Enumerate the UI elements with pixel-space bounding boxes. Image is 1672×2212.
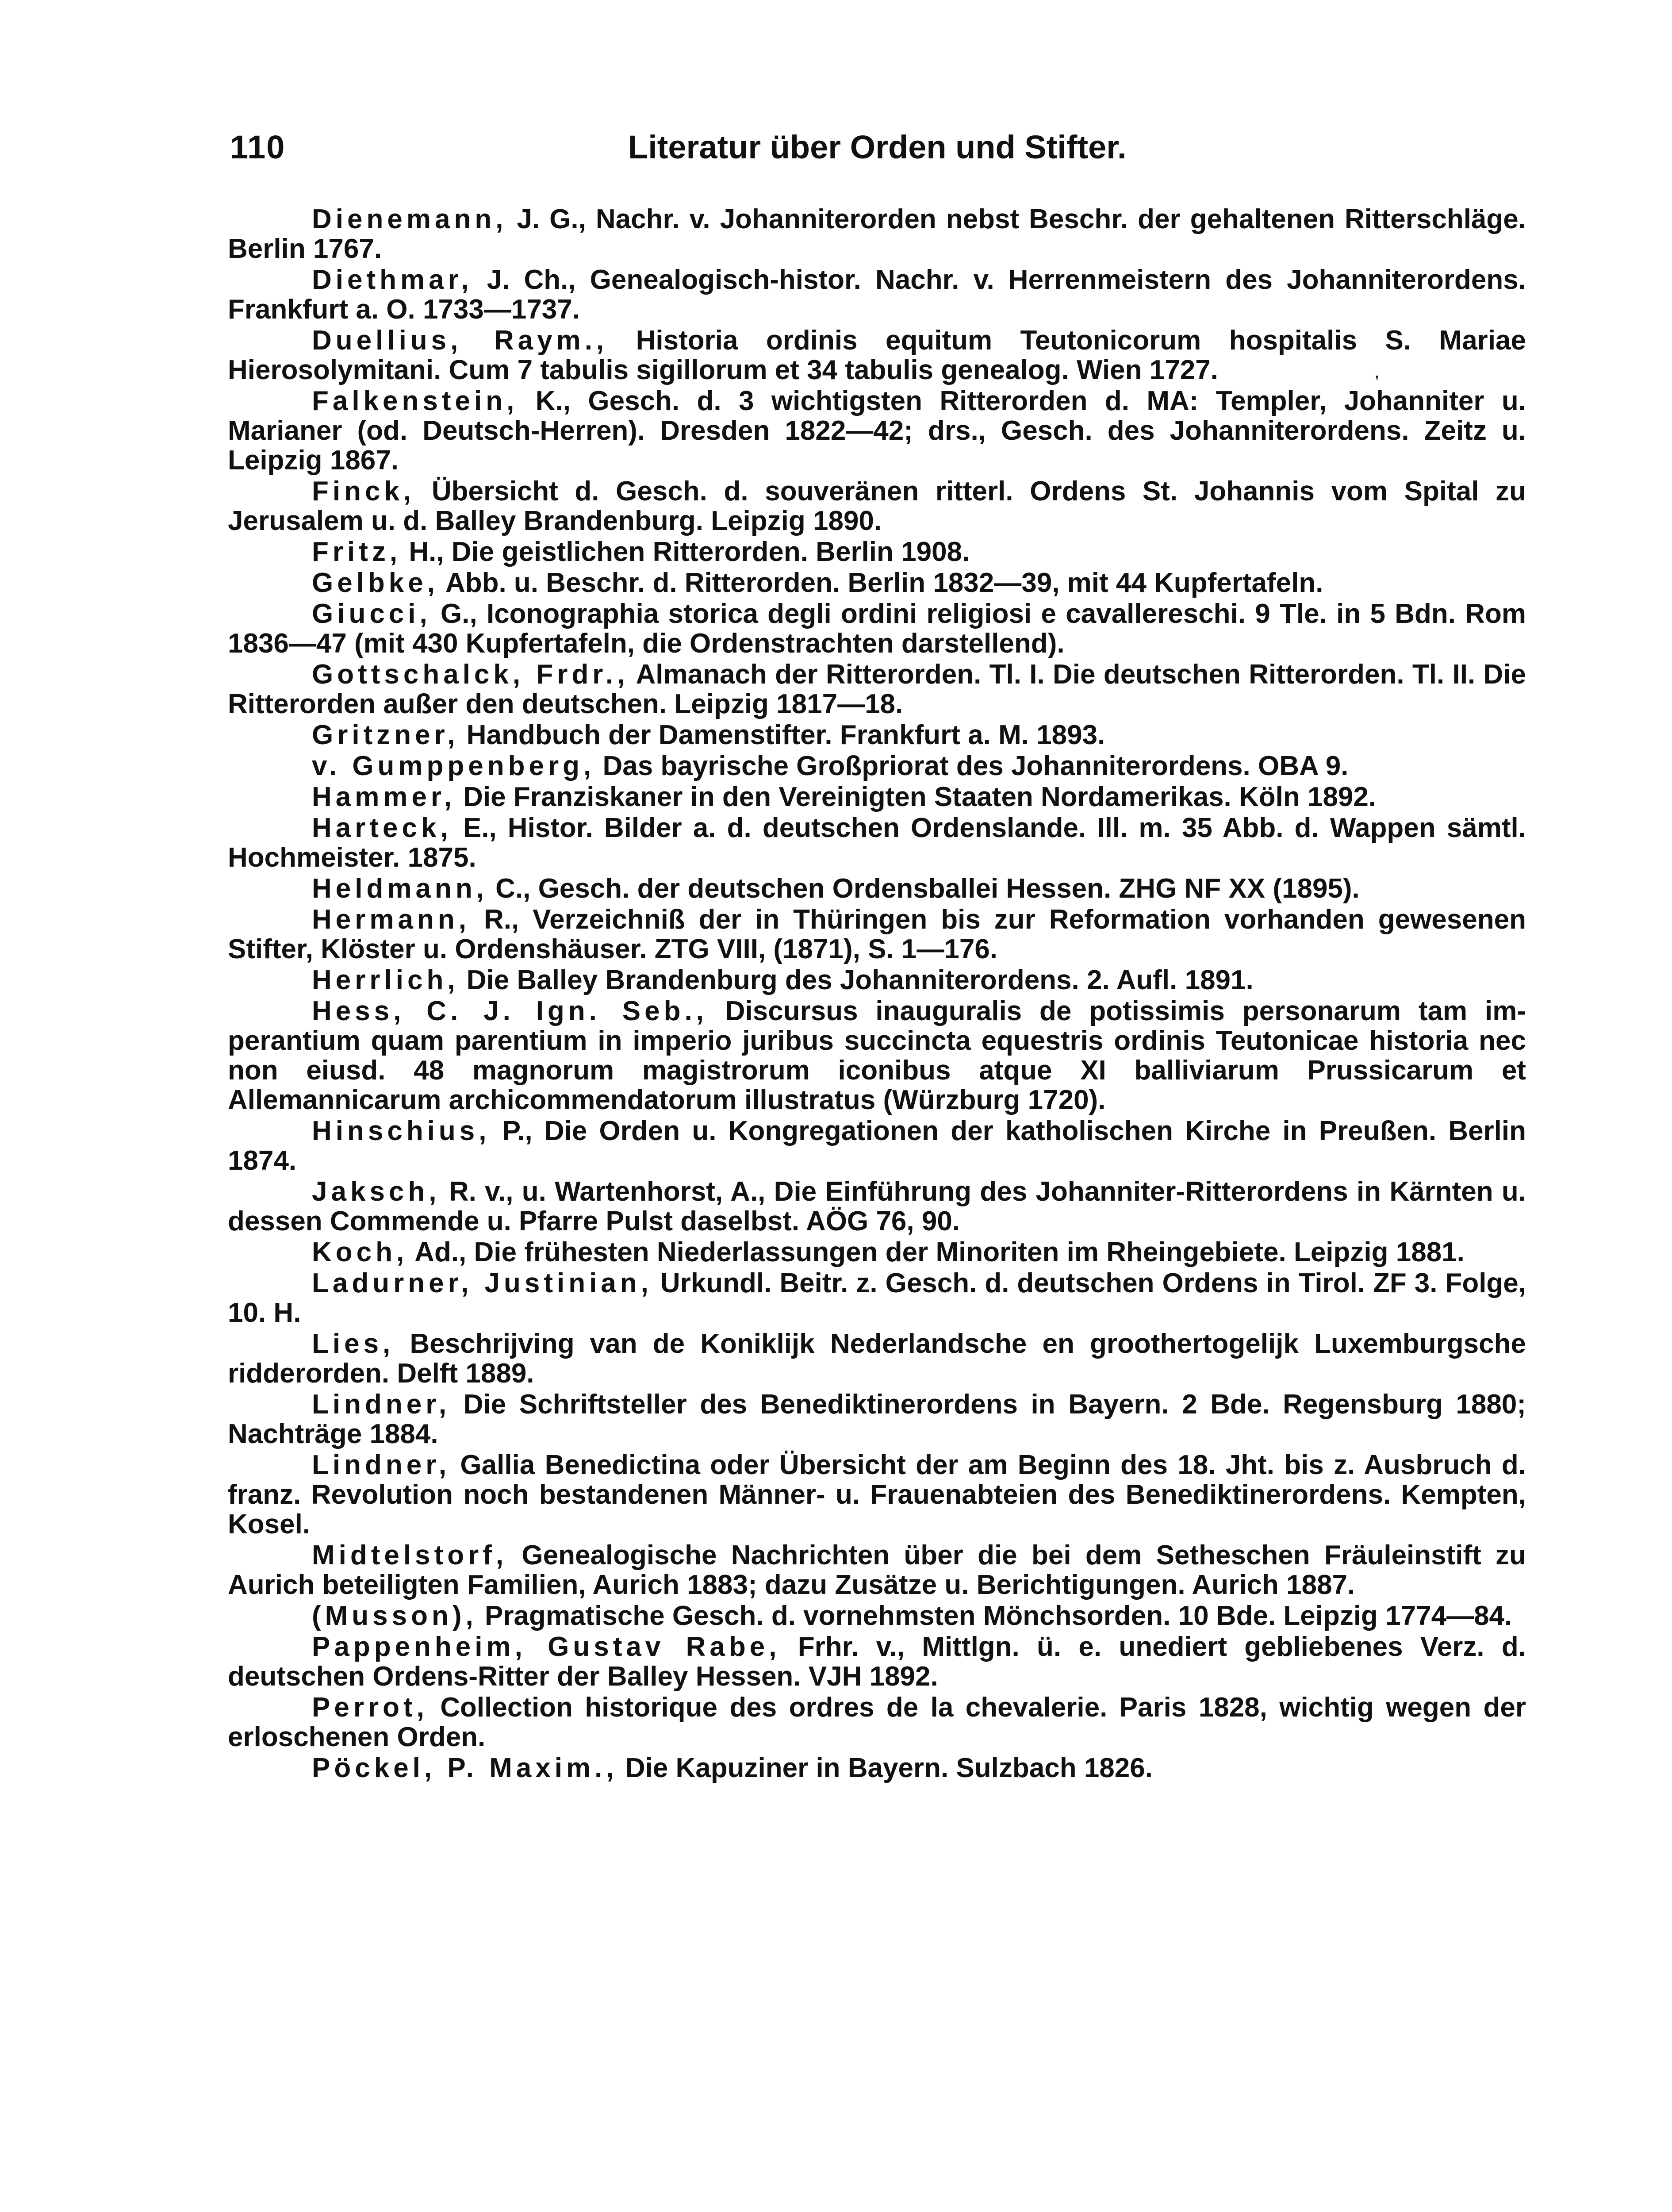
bibliography-entry [228, 751, 1526, 781]
entry-author: Perrot, [312, 1692, 428, 1723]
bibliography-entry [228, 265, 1526, 324]
entry-text: Discursus inauguralis de potissimis personarum tam imperantium quam parentium in imperio juribus succincta equestris ordinis Teutonicae historia nec non eiusd. 48 magnorum magistrorum iconibus atque XI balliviarum Prussicarum et Allemannicarum archicommendatorum illustratus (Würzburg 1720). [228, 996, 1526, 1115]
entry-author: Lindner, [312, 1450, 451, 1480]
bibliography-entry [228, 204, 1526, 264]
entry-author: Falkenstein, [312, 386, 518, 416]
entry-author: Giucci, [312, 599, 431, 629]
entry-text: Übersicht d. Gesch. d. souveränen ritterl. Ordens St. Johannis vom Spital zu Jerusalem u. d. Balley Brandenburg. Leipzig 1890. [228, 476, 1526, 536]
entry-text: Urkundl. Beitr. z. Gesch. d. deutschen Ordens in Tirol. ZF 3. Folge, 10. H. [228, 1268, 1526, 1328]
bibliography-entry [228, 660, 1526, 719]
entry-text: Collection historique des ordres de la chevalerie. Paris 1828, wichtig wegen der erloschenen Orden. [228, 1692, 1526, 1752]
bibliography-entry [228, 476, 1526, 536]
entry-text: R., Verzeichniß der in Thüringen bis zur Reformation vorhanden gewesenen Stifter, Klöster u. Ordenshäuser. ZTG VIII, (1871), S. 1—176. [228, 904, 1526, 964]
bibliography-list [228, 204, 1526, 1784]
entry-author: Ladurner, Justinian, [312, 1268, 652, 1298]
entry-text: K., Gesch. d. 3 wichtigsten Ritterorden d. MA: Templer, Johanniter u. Marianer (od. Deutsch-Herren). Dresden 1822—42; drs., Gesch. des Johanniterordens. Zeitz u. Leipzig 1867. [228, 386, 1526, 476]
entry-text: Almanach der Ritterorden. Tl. I. Die deutschen Ritterorden. Tl. II. Die Ritterorden außer den deutschen. Leipzig 1817—18. [228, 659, 1526, 719]
entry-author: Fritz, [312, 537, 402, 567]
bibliography-entry [228, 386, 1526, 475]
entry-text: J. G., Nachr. v. Johanniterorden nebst Beschr. der gehaltenen Ritterschläge. Berlin 1767. [228, 204, 1526, 264]
entry-text: R. v., u. Wartenhorst, A., Die Einführung des Johanniter-Ritterordens in Kärnten u. dessen Commende u. Pfarre Pulst daselbst. AÖG 76, 90. [228, 1176, 1526, 1237]
entry-text: Handbuch der Damenstifter. Frankfurt a. M. 1893. [466, 720, 1105, 750]
entry-author: Diethmar, [312, 265, 473, 295]
bibliography-entry [228, 874, 1526, 903]
entry-text: Die Franziskaner in den Vereinigten Staaten Nordamerikas. Köln 1892. [463, 782, 1377, 812]
entry-text: H., Die geistlichen Ritterorden. Berlin 1908. [409, 537, 970, 567]
entry-author: Lindner, [312, 1389, 451, 1420]
entry-author: Hammer, [312, 782, 456, 812]
bibliography-entry [228, 1268, 1526, 1328]
entry-text: Gallia Benedictina oder Übersicht der am Beginn des 18. Jht. bis z. Ausbruch d. franz. Revolution noch bestandenen Männer- u. Frauenabteien des Benediktinerordens. Kempten, Kosel. [228, 1450, 1526, 1540]
bibliography-entry [228, 813, 1526, 872]
entry-text: Historia ordinis equitum Teutonicorum hospitalis S. Mariae Hierosolymitani. Cum 7 tabulis sigillorum et 34 tabulis genealog. Wien 1727. [228, 325, 1526, 385]
entry-author: Hermann, [312, 904, 470, 935]
entry-author: Midtelstorf, [312, 1540, 508, 1571]
entry-author: Hess, C. J. Ign. Seb., [312, 996, 708, 1026]
entry-author: Dienemann, [312, 204, 507, 234]
entry-author: Koch, [312, 1237, 408, 1267]
entry-text: Abb. u. Beschr. d. Ritterorden. Berlin 1832—39, mit 44 Kupfertafeln. [445, 568, 1323, 598]
entry-author: Herrlich, [312, 965, 459, 995]
entry-text: Die Schriftsteller des Benediktinerordens in Bayern. 2 Bde. Regensburg 1880; Nachträge 1884. [228, 1389, 1526, 1449]
entry-author: Harteck, [312, 813, 452, 843]
bibliography-entry [228, 1390, 1526, 1449]
bibliography-entry [228, 782, 1526, 812]
entry-author: Gritzner, [312, 720, 459, 750]
entry-author: (Musson), [312, 1601, 477, 1631]
bibliography-entry [228, 1632, 1526, 1691]
bibliography-entry [228, 996, 1526, 1115]
entry-text: Ad., Die frühesten Niederlassungen der Minoriten im Rheingebiete. Leipzig 1881. [414, 1237, 1465, 1267]
entry-author: Gelbke, [312, 568, 439, 598]
bibliography-entry [228, 1450, 1526, 1539]
entry-author: Hinschius, [312, 1116, 491, 1146]
bibliography-entry [228, 905, 1526, 964]
entry-author: Heldmann, [312, 873, 488, 904]
entry-author: Jaksch, [312, 1176, 441, 1207]
entry-text: G., Iconographia storica degli ordini religiosi e cavallereschi. 9 Tle. in 5 Bdn. Rom 1836—47 (mit 430 Kupfertafeln, die Ordenstrachten darstellend). [228, 599, 1526, 659]
bibliography-entry [228, 1237, 1526, 1267]
entry-text: Die Kapuziner in Bayern. Sulzbach 1826. [625, 1753, 1153, 1783]
entry-text: C., Gesch. der deutschen Ordensballei Hessen. ZHG NF XX (1895). [495, 873, 1360, 904]
entry-author: Gottschalck, Frdr., [312, 659, 629, 690]
bibliography-entry [228, 1177, 1526, 1236]
bibliography-entry [228, 1601, 1526, 1631]
entry-text: J. Ch., Genealogisch-histor. Nachr. v. Herrenmeistern des Johanniterordens. Frankfurt a. O. 1733—1737. [228, 265, 1526, 325]
entry-author: Pappenheim, Gustav Rabe, [312, 1632, 781, 1662]
entry-text: Pragmatische Gesch. d. vornehmsten Mönchsorden. 10 Bde. Leipzig 1774—84. [484, 1601, 1512, 1631]
entry-text: Frhr. v., Mittlgn. ü. e. unediert gebliebenes Verz. d. deutschen Ordens-Ritter der Balley Hessen. VJH 1892. [228, 1632, 1526, 1692]
bibliography-entry [228, 568, 1526, 598]
entry-author: Duellius, Raym., [312, 325, 608, 356]
entry-text: Das bayrische Großpriorat des Johanniterordens. OBA 9. [602, 751, 1349, 781]
bibliography-entry [228, 1329, 1526, 1388]
entry-text: Beschrijving van de Koniklijk Nederlandsche en groothertogelijk Luxemburgsche ridderorden. Delft 1889. [228, 1329, 1526, 1389]
entry-author: Pöckel, P. Maxim., [312, 1753, 618, 1783]
bibliography-entry [228, 599, 1526, 658]
page-number: 110 [230, 129, 286, 165]
entry-text: Genealogische Nachrichten über die bei dem Setheschen Fräuleinstift zu Aurich beteiligten Familien, Aurich 1883; dazu Zusätze u. Berichtigungen. Aurich 1887. [228, 1540, 1526, 1600]
entry-author: Finck, [312, 476, 415, 507]
entry-author: Lies, [312, 1329, 395, 1359]
bibliography-entry [228, 965, 1526, 995]
bibliography-entry [228, 1753, 1526, 1783]
entry-author: v. Gumppenberg, [312, 751, 595, 781]
running-title: Literatur über Orden und Stifter. [628, 129, 1127, 165]
bibliography-entry [228, 326, 1526, 385]
entry-text: E., Histor. Bilder a. d. deutschen Ordenslande. Ill. m. 35 Abb. d. Wappen sämtl. Hochmeister. 1875. [228, 813, 1526, 873]
bibliography-entry [228, 1540, 1526, 1600]
bibliography-entry [228, 720, 1526, 750]
bibliography-entry [228, 1693, 1526, 1752]
entry-text: P., Die Orden u. Kongregationen der katholischen Kirche in Preußen. Berlin 1874. [228, 1116, 1526, 1176]
entry-text: Die Balley Brandenburg des Johanniterordens. 2. Aufl. 1891. [466, 965, 1254, 995]
bibliography-entry [228, 537, 1526, 567]
bibliography-entry [228, 1116, 1526, 1175]
page-header [230, 128, 1522, 177]
